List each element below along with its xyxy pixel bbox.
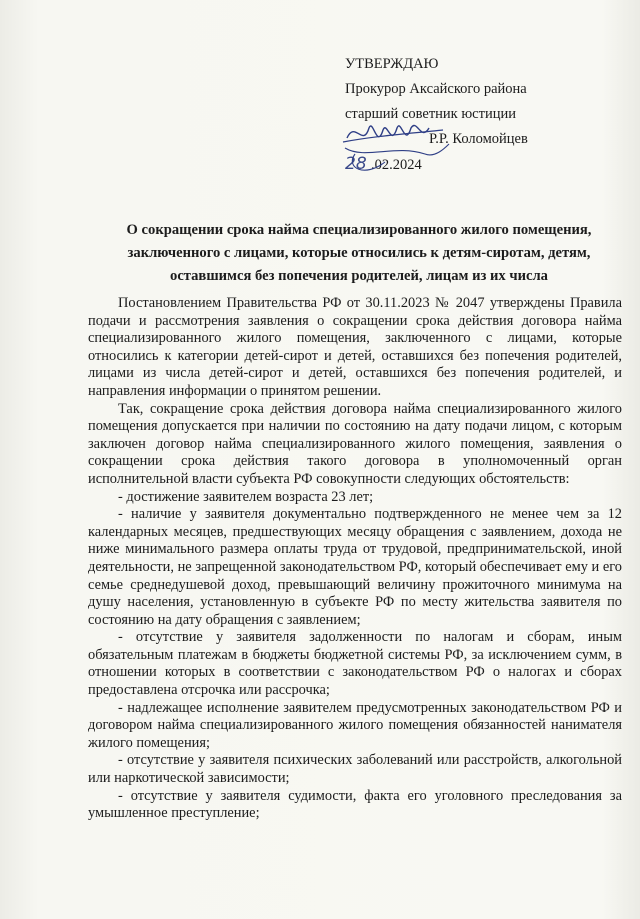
document-body [88, 295, 622, 823]
paragraph: Постановлением Правительства РФ от 30.11.2023 № 2047 утверждены Правила подачи и рассмотрения заявления о сокращении срока действия договора найма специализированного жилого помещения, заключенного с лицами, которые относились к категории детей-сирот и детей, оставшихся без попечения родителей, лицами из числа детей-сирот и детей, оставшихся без попечения родителей, и направления информации о принятом решении. [88, 295, 622, 399]
list-item: - отсутствие у заявителя психических заболеваний или расстройств, алкогольной или наркотической зависимости; [88, 752, 622, 787]
approval-name: Р.Р. Коломойцев [429, 131, 528, 147]
approval-position: Прокурор Аксайского района [345, 81, 527, 97]
approval-rank: старший советник юстиции [345, 106, 516, 122]
list-item: - надлежащее исполнение заявителем предусмотренных законодательством РФ и договором найма специализированного жилого помещения обязанностей нанимателя жилого помещения; [88, 699, 622, 751]
approval-heading: УТВЕРЖДАЮ [345, 56, 439, 72]
paragraph: Так, сокращение срока действия договора найма специализированного жилого помещения допускается при наличии по состоянию на дату подачи лицом, с которым заключен договор найма специализированного жилого помещения, заявления о сокращении срока действия такого договора в уполномоченный орган исполнительной власти субъекта РФ совокупности следующих обстоятельств: [88, 400, 622, 487]
signature-icon [325, 108, 455, 198]
approval-date-rest: .02.2024 [371, 157, 422, 173]
list-item: - отсутствие у заявителя задолженности по налогам и сборам, иным обязательным платежам в бюджеты бюджетной системы РФ, за исключением сумм, в отношении которых в соответствии с законодательством РФ о налогах и сборах предоставлена отсрочка или рассрочка; [88, 629, 622, 699]
document-title: О сокращении срока найма специализированного жилого помещения, заключенного с лицами, которые относились к детям-сиротам, детям, оставшимся без попечения родителей, лицам из их числа [126, 222, 592, 284]
approval-date-day: 28 [345, 154, 367, 174]
list-item: - достижение заявителем возраста 23 лет; [118, 488, 374, 505]
list-item: - отсутствие у заявителя судимости, факта его уголовного преследования за умышленное преступление; [88, 787, 622, 822]
list-item: - наличие у заявителя документально подтвержденного не менее чем за 12 календарных месяцев, предшествующих месяцу обращения с заявлением, дохода не ниже минимального размера оплаты труда от трудовой, предпринимательской, иной деятельности, не запрещенной законодательством РФ, который обеспечивает ему и его семье среднедушевой доход, превышающий величину прожиточного минимума на душу населения, установленную в субъекте РФ по месту жительства заявителя по состоянию на дату обращения с заявлением; [88, 506, 622, 628]
